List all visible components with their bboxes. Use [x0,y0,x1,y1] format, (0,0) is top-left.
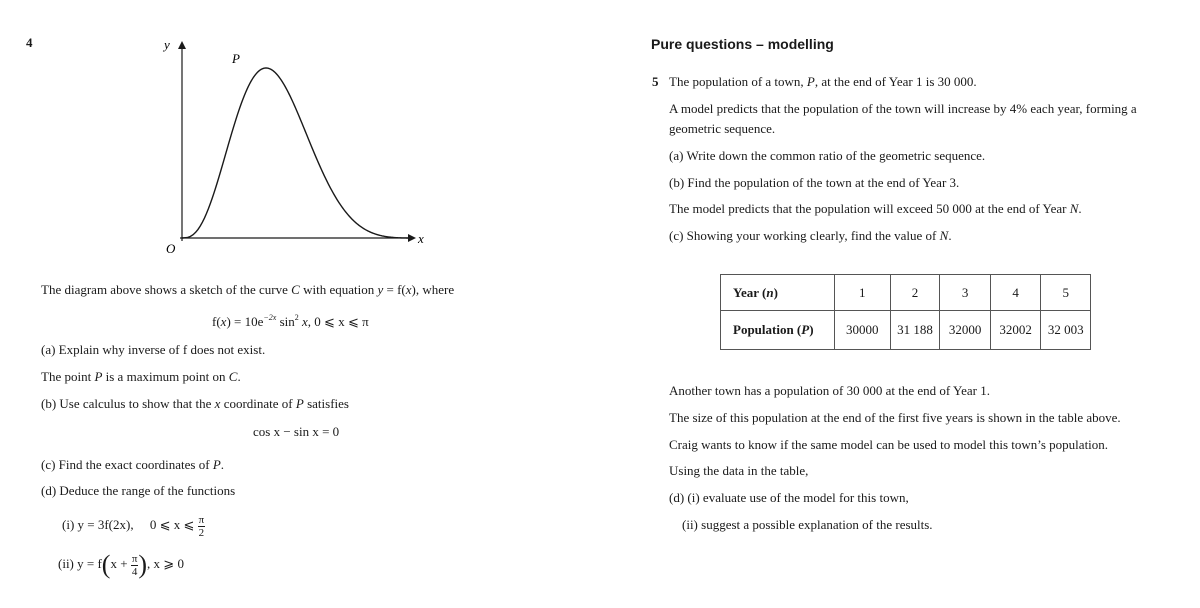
model-line-1: A model predicts that the population of the town will increase by 4% each year, forming a [669,101,1137,116]
equation-b: cos x − sin x = 0 [253,424,340,439]
question-number: 5 [652,74,659,89]
craig-statement: Craig wants to know if the same model can be used to model this town’s population. [669,437,1109,452]
left-part-d-ii: (ii) y = f(x + $\frac{\pi}{4}$ ), x ⩾ 0 [58,550,184,580]
right-part-d-ii: (ii) suggest a possible explanation of the results. [682,517,933,532]
using-statement: Using the data in the table, [669,463,809,478]
year-cell: 3 [940,275,991,311]
population-cell: 31 188 [890,311,940,350]
page-number: 4 [26,35,33,50]
left-part-b: (b) Use calculus to show that the x coordinate of P satisfies [41,396,349,411]
population-cell: 32 003 [1041,311,1091,350]
right-part-a: (a) Write down the common ratio of the geometric sequence. [669,148,986,163]
population-cell: 30000 [834,311,890,350]
curve-sketch [150,35,440,260]
intro-text: The diagram above shows a sketch of the curve C with equation y = f(x), where [41,282,455,297]
section-title: Pure questions – modelling [651,36,834,52]
right-part-d-i: (d) (i) evaluate use of the model for this town, [669,490,909,505]
right-part-c: (c) Showing your working clearly, find the value of N. [669,228,952,243]
model-line-2: geometric sequence. [669,121,776,136]
year-cell: 4 [990,275,1041,311]
function-definition: $f(x) = 10e^{-2x}$ $\sin^2 x$, 0 ⩽ x ⩽ π [212,313,369,329]
y-axis-label: y [164,37,170,52]
year-cell: 2 [890,275,940,311]
another-town: Another town has a population of 30 000 at the end of Year 1. [669,383,990,398]
left-part-c: (c) Find the exact coordinates of P. [41,457,225,472]
table-row-year [721,275,1091,311]
population-cell: 32002 [990,311,1041,350]
left-part-d: (d) Deduce the range of the functions [41,483,236,498]
question-intro: The population of a town, P, at the end of Year 1 is 30 000. [669,74,977,89]
year-header-cell: Year (n) [721,275,835,311]
x-axis-label: x [418,231,424,246]
size-statement: The size of this population at the end of the first five years is shown in the table above. [669,410,1121,425]
left-part-d-i: (i) y = 3f(2x), 0 ⩽ x ⩽ $\frac{\pi}{2}$ [62,513,205,539]
population-header-cell: Population (P) [721,311,835,350]
curve-c [182,68,410,238]
year-cell: 5 [1041,275,1091,311]
max-point-label: P [232,51,240,66]
left-part-a: (a) Explain why inverse of f does not exist. [41,342,266,357]
population-cell: 32000 [940,311,991,350]
origin-label: O [166,241,176,256]
point-p-statement: The point P is a maximum point on C. [41,369,241,384]
exceed-statement: The model predicts that the population will exceed 50 000 at the end of Year N. [669,201,1082,216]
population-table [720,274,1091,350]
year-cell: 1 [834,275,890,311]
table-row-population [721,311,1091,350]
right-part-b: (b) Find the population of the town at the end of Year 3. [669,175,960,190]
